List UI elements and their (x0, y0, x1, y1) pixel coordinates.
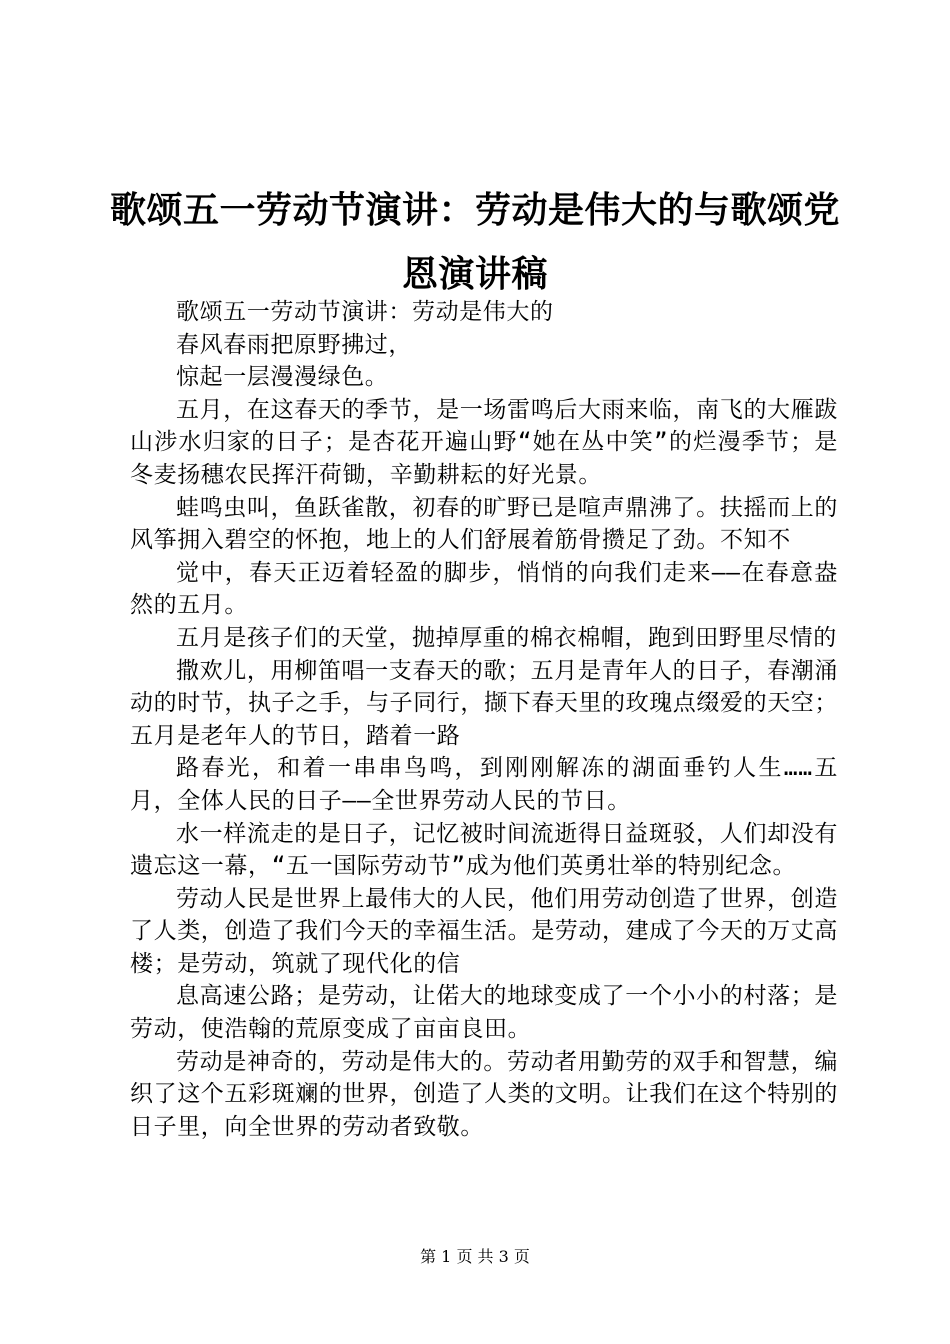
document-body (130, 296, 838, 1143)
paragraph: 劳动是神奇的，劳动是伟大的。劳动者用勤劳的双手和智慧，编织了这个五彩斑斓的世界，创造了人类的文明。让我们在这个特别的日子里，向全世界的劳动者致敬。 (130, 1048, 838, 1140)
document-title: 歌颂五一劳动节演讲：劳动是伟大的与歌颂党恩演讲稿 (110, 189, 841, 295)
paragraph: 息高速公路；是劳动，让偌大的地球变成了一个小小的村落；是劳动，使浩翰的荒原变成了亩亩良田。 (130, 983, 838, 1043)
paragraph: 觉中，春天正迈着轻盈的脚步，悄悄的向我们走来——在春意盎然的五月。 (130, 559, 838, 619)
paragraph: 五月是孩子们的天堂，抛掉厚重的棉衣棉帽，跑到田野里尽情的 (176, 624, 837, 651)
paragraph: 撒欢儿，用柳笛唱一支春天的歌；五月是青年人的日子，春潮涌动的时节，执子之手，与子同行，撷下春天里的玫瑰点缀爱的天空；五月是老年人的节日，踏着一路 (130, 657, 838, 749)
paragraph: 劳动人民是世界上最伟大的人民，他们用劳动创造了世界，创造了人类，创造了我们今天的幸福生活。是劳动，建成了今天的万丈高楼；是劳动，筑就了现代化的信 (130, 885, 838, 977)
paragraph: 蛙鸣虫叫，鱼跃雀散，初春的旷野已是喧声鼎沸了。扶摇而上的风筝拥入碧空的怀抱，地上的人们舒展着筋骨攒足了劲。不知不 (130, 494, 838, 554)
paragraph: 春风春雨把原野拂过， (176, 331, 412, 358)
paragraph: 水一样流走的是日子，记忆被时间流逝得日益斑驳，人们却没有遗忘这一幕，“五一国际劳动节”成为他们英勇壮举的特别纪念。 (130, 820, 838, 880)
paragraph: 五月，在这春天的季节，是一场雷鸣后大雨来临，南飞的大雁跋山涉水归家的日子；是杏花开遍山野“她在丛中笑”的烂漫季节；是冬麦扬穗农民挥汗荷锄，辛勤耕耘的好光景。 (130, 396, 838, 488)
page-number-footer: 第 1 页 共 3 页 (420, 1247, 530, 1266)
paragraph: 惊起一层漫漫绿色。 (176, 364, 389, 391)
paragraph: 路春光，和着一串串鸟鸣，到刚刚解冻的湖面垂钓人生……五月，全体人民的日子——全世界劳动人民的节日。 (130, 755, 838, 814)
paragraph: 歌颂五一劳动节演讲：劳动是伟大的 (176, 299, 554, 325)
